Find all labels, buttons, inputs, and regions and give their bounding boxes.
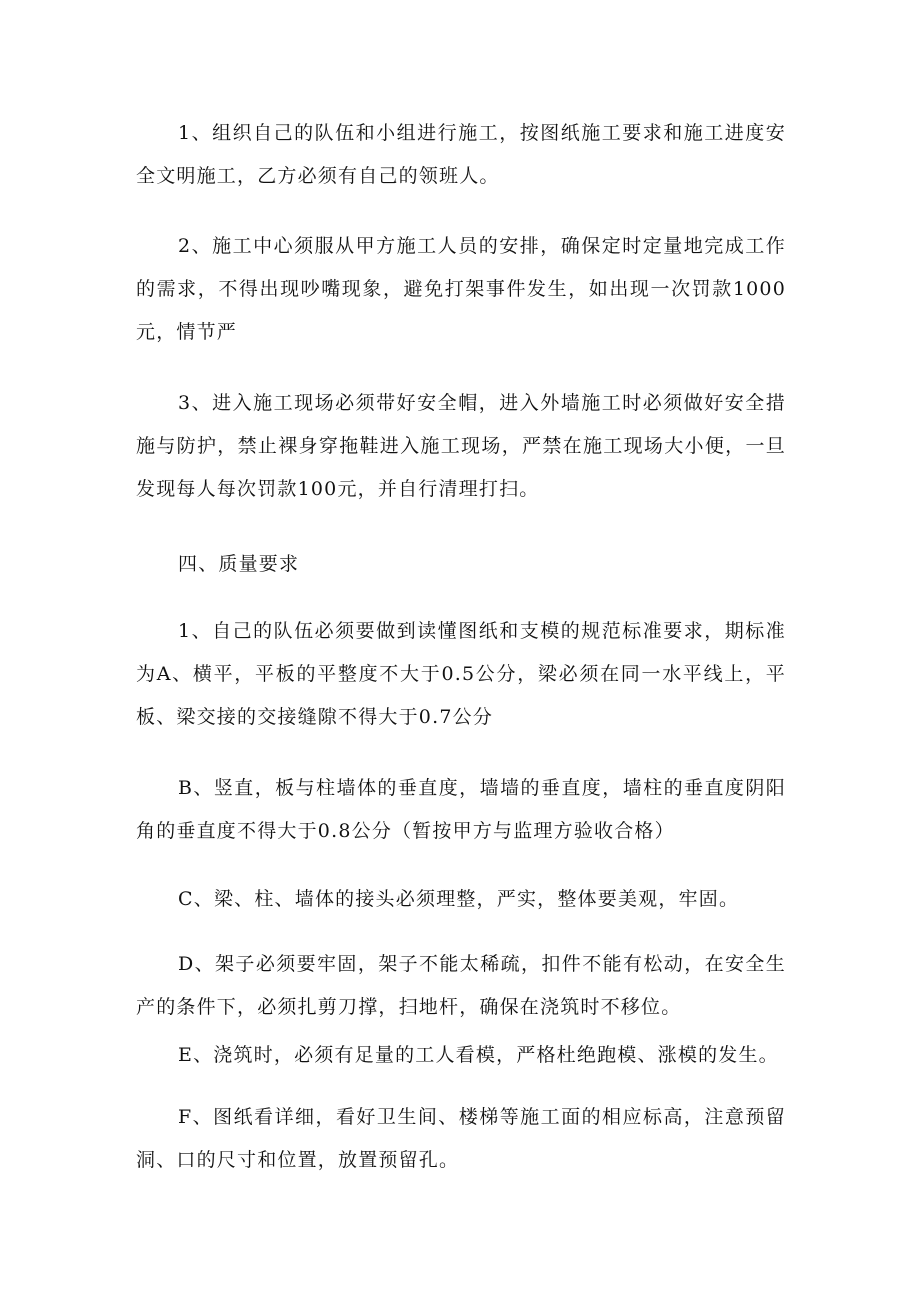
quality-item-b: B、竖直，板与柱墙体的垂直度，墙墙的垂直度，墙柱的垂直度阴阳角的垂直度不得大于0.8公分（暂按甲方与监理方验收合格）	[136, 777, 786, 842]
paragraph-1: 1、组织自己的队伍和小组进行施工，按图纸施工要求和施工进度安全文明施工，乙方必须有自己的领班人。	[136, 122, 786, 187]
quality-item-f: F、图纸看详细，看好卫生间、楼梯等施工面的相应标高，注意预留洞、口的尺寸和位置，放置预留孔。	[136, 1106, 786, 1171]
paragraph-2: 2、施工中心须服从甲方施工人员的安排，确保定时定量地完成工作的需求，不得出现吵嘴现象，避免打架事件发生，如出现一次罚款1000元，情节严	[136, 235, 786, 343]
quality-item-d: D、架子必须要牢固，架子不能太稀疏，扣件不能有松动，在安全生产的条件下，必须扎剪刀撑，扫地杆，确保在浇筑时不移位。	[136, 953, 786, 1018]
section-heading: 四、质量要求	[178, 553, 300, 575]
paragraph-3: 3、进入施工现场必须带好安全帽，进入外墙施工时必须做好安全措施与防护，禁止裸身穿拖鞋进入施工现场，严禁在施工现场大小便，一旦发现每人每次罚款100元，并自行清理打扫。	[136, 392, 786, 500]
quality-item-1: 1、自己的队伍必须要做到读懂图纸和支模的规范标准要求，期标准为A、横平，平板的平整度不大于0.5公分，梁必须在同一水平线上，平板、梁交接的交接缝隙不得大于0.7公分	[136, 620, 786, 728]
quality-item-c: C、梁、柱、墙体的接头必须理整，严实，整体要美观，牢固。	[178, 888, 740, 910]
quality-item-e: E、浇筑时，必须有足量的工人看模，严格杜绝跑模、涨模的发生。	[178, 1044, 779, 1066]
